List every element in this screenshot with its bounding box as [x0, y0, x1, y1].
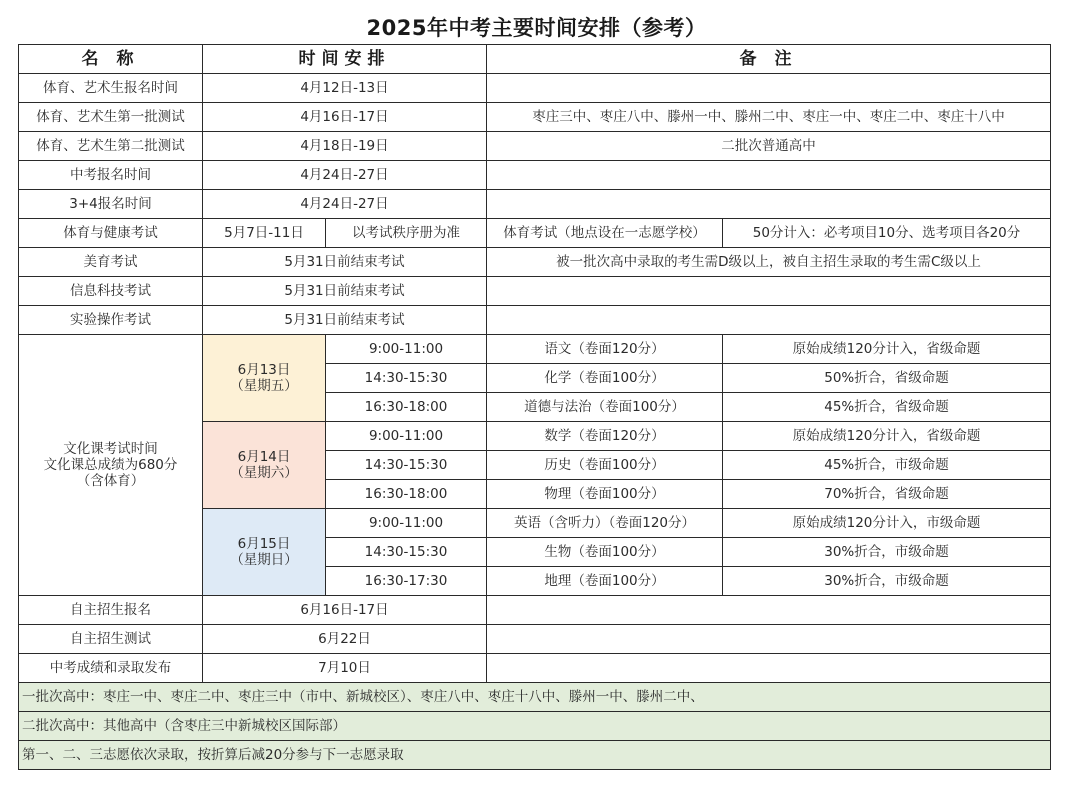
session-rule: 原始成绩120分计入，省级命题 — [723, 335, 1051, 364]
day-cell-6-15 — [203, 509, 326, 596]
session-time: 9:00-11:00 — [326, 335, 487, 364]
day-weekday: （星期日） — [230, 552, 298, 568]
row-time: 6月16日-17日 — [203, 596, 487, 625]
row-name: 中考成绩和录取发布 — [19, 654, 203, 683]
culture-label-line3: （含体育） — [76, 473, 145, 489]
row-name: 中考报名时间 — [19, 161, 203, 190]
day-date: 6月14日 — [237, 449, 291, 465]
row-time: 5月31日前结束考试 — [203, 306, 487, 335]
session-rule: 45%折合，省级命题 — [723, 393, 1051, 422]
session-subject: 道德与法治（卷面100分） — [487, 393, 723, 422]
session-time: 16:30-17:30 — [326, 567, 487, 596]
row-note: 被一批次高中录取的考生需D级以上，被自主招生录取的考生需C级以上 — [487, 248, 1051, 277]
row-time: 4月12日-13日 — [203, 74, 487, 103]
row-name: 体育、艺术生报名时间 — [19, 74, 203, 103]
row-note — [487, 654, 1051, 683]
table-row — [19, 625, 1051, 654]
session-time: 14:30-15:30 — [326, 538, 487, 567]
row-time: 4月18日-19日 — [203, 132, 487, 161]
footnote-row — [19, 741, 1051, 770]
row-name: 美育考试 — [19, 248, 203, 277]
day-weekday: （星期五） — [230, 378, 298, 394]
pe-exam-row — [19, 219, 1051, 248]
table-row — [19, 190, 1051, 219]
row-name: 信息科技考试 — [19, 277, 203, 306]
row-name: 3+4报名时间 — [19, 190, 203, 219]
session-rule: 30%折合，市级命题 — [723, 538, 1051, 567]
session-rule: 70%折合，省级命题 — [723, 480, 1051, 509]
row-note — [487, 74, 1051, 103]
culture-label-line1: 文化课考试时间 — [63, 441, 158, 457]
footnote-second-batch: 二批次高中：其他高中（含枣庄三中新城校区国际部） — [19, 712, 1051, 741]
session-subject: 化学（卷面100分） — [487, 364, 723, 393]
header-note: 备 注 — [487, 45, 1051, 74]
row-time: 4月24日-27日 — [203, 190, 487, 219]
session-rule: 原始成绩120分计入，市级命题 — [723, 509, 1051, 538]
table-row — [19, 132, 1051, 161]
row-note — [487, 161, 1051, 190]
table-row — [19, 161, 1051, 190]
session-time: 16:30-18:00 — [326, 393, 487, 422]
table-row — [19, 596, 1051, 625]
pe-exam-location: 体育考试（地点设在一志愿学校） — [487, 219, 723, 248]
row-name: 体育、艺术生第二批测试 — [19, 132, 203, 161]
pe-exam-time-note: 以考试秩序册为准 — [326, 219, 487, 248]
session-rule: 45%折合，市级命题 — [723, 451, 1051, 480]
table-row — [19, 306, 1051, 335]
header-time: 时间安排 — [203, 45, 487, 74]
table-row — [19, 74, 1051, 103]
row-name: 实验操作考试 — [19, 306, 203, 335]
session-subject: 地理（卷面100分） — [487, 567, 723, 596]
row-time: 6月22日 — [203, 625, 487, 654]
row-name: 自主招生测试 — [19, 625, 203, 654]
row-time: 4月16日-17日 — [203, 103, 487, 132]
session-subject: 语文（卷面120分） — [487, 335, 723, 364]
row-time: 5月31日前结束考试 — [203, 277, 487, 306]
session-subject: 生物（卷面100分） — [487, 538, 723, 567]
session-rule: 原始成绩120分计入，省级命题 — [723, 422, 1051, 451]
culture-exam-label — [19, 335, 203, 596]
header-name: 名 称 — [19, 45, 203, 74]
session-subject: 英语（含听力）（卷面120分） — [487, 509, 723, 538]
footnote-row — [19, 712, 1051, 741]
session-time: 14:30-15:30 — [326, 451, 487, 480]
row-note — [487, 277, 1051, 306]
session-time: 9:00-11:00 — [326, 509, 487, 538]
pe-exam-date: 5月7日-11日 — [203, 219, 326, 248]
culture-label-line2: 文化课总成绩为680分 — [43, 457, 178, 473]
row-note — [487, 625, 1051, 654]
row-note — [487, 596, 1051, 625]
day-weekday: （星期六） — [230, 465, 298, 481]
session-time: 9:00-11:00 — [326, 422, 487, 451]
day-date: 6月15日 — [237, 536, 291, 552]
page-title: 2025年中考主要时间安排（参考） — [366, 16, 707, 40]
session-time: 14:30-15:30 — [326, 364, 487, 393]
row-name: 体育与健康考试 — [19, 219, 203, 248]
footnote-admission-rule: 第一、二、三志愿依次录取，按折算后减20分参与下一志愿录取 — [19, 741, 1051, 770]
row-note — [487, 190, 1051, 219]
row-time: 7月10日 — [203, 654, 487, 683]
table-row — [19, 248, 1051, 277]
day-cell-6-13 — [203, 335, 326, 422]
header-row — [19, 45, 1051, 74]
schedule-table — [18, 44, 1051, 770]
table-row — [19, 654, 1051, 683]
row-time: 4月24日-27日 — [203, 161, 487, 190]
row-note: 枣庄三中、枣庄八中、滕州一中、滕州二中、枣庄一中、枣庄二中、枣庄十八中 — [487, 103, 1051, 132]
row-time: 5月31日前结束考试 — [203, 248, 487, 277]
session-rule: 30%折合，市级命题 — [723, 567, 1051, 596]
session-time: 16:30-18:00 — [326, 480, 487, 509]
table-row — [19, 103, 1051, 132]
session-subject: 数学（卷面120分） — [487, 422, 723, 451]
footnote-first-batch: 一批次高中：枣庄一中、枣庄二中、枣庄三中（市中、新城校区）、枣庄八中、枣庄十八中、滕州一中、滕州二中、 — [19, 683, 1051, 712]
session-subject: 物理（卷面100分） — [487, 480, 723, 509]
session-subject: 历史（卷面100分） — [487, 451, 723, 480]
row-note — [487, 306, 1051, 335]
footnote-row — [19, 683, 1051, 712]
row-note: 二批次普通高中 — [487, 132, 1051, 161]
table-row — [19, 277, 1051, 306]
row-name: 自主招生报名 — [19, 596, 203, 625]
pe-exam-scoring: 50分计入：必考项目10分、选考项目各20分 — [723, 219, 1051, 248]
row-name: 体育、艺术生第一批测试 — [19, 103, 203, 132]
session-rule: 50%折合，省级命题 — [723, 364, 1051, 393]
day-cell-6-14 — [203, 422, 326, 509]
culture-exam-row — [19, 335, 1051, 364]
day-date: 6月13日 — [237, 362, 291, 378]
